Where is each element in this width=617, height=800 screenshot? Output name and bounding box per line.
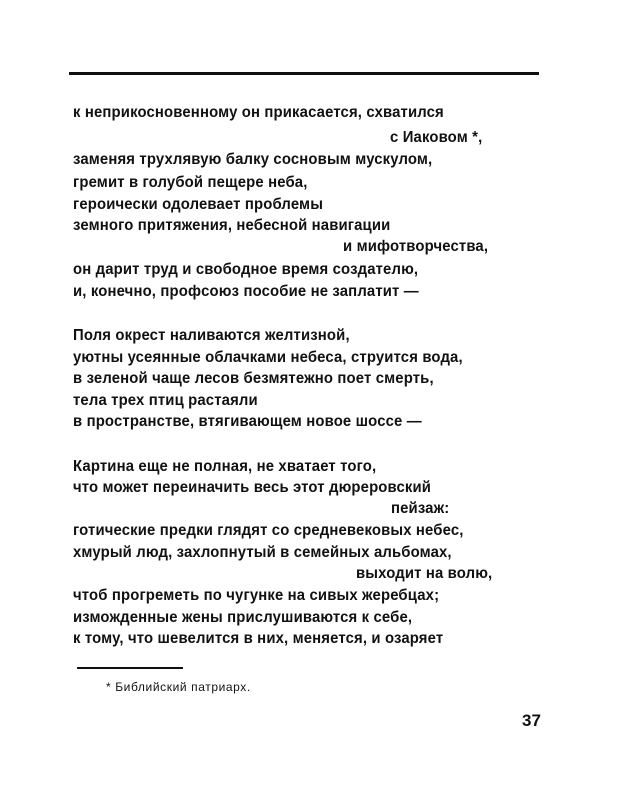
poem-line: чтоб прогреметь по чугунке на сивых жеребцах;	[73, 587, 440, 604]
poem-line: героически одолевает проблемы	[73, 196, 324, 213]
poem-line: Картина еще не полная, не хватает того,	[73, 458, 377, 475]
poem-line: хмурый люд, захлопнутый в семейных альбомах,	[73, 544, 452, 561]
poem-line: и мифотворчества,	[343, 238, 489, 255]
poem-line: заменяя трухлявую балку сосновым мускулом,	[73, 151, 433, 168]
poem-line: к тому, что шевелится в них, меняется, и озаряет	[73, 630, 444, 647]
poem-line: изможденные жены прислушиваются к себе,	[73, 609, 413, 626]
poem-line: с Иаковом *,	[390, 129, 483, 146]
poem-line: Поля окрест наливаются желтизной,	[73, 327, 350, 344]
poem-line: готические предки глядят со средневековых небес,	[73, 522, 464, 539]
page-number: 37	[522, 711, 541, 730]
poem-line: он дарит труд и свободное время создателю,	[73, 261, 419, 278]
poem-line: пейзаж:	[391, 500, 450, 517]
footnote: * Библийский патриарх.	[106, 680, 251, 694]
poem-line: гремит в голубой пещере неба,	[73, 174, 308, 191]
poem-line: что может переиначить весь этот дюреровский	[73, 479, 432, 496]
poem-line: уютны усеянные облачками небеса, струится вода,	[73, 349, 463, 366]
poem-line: земного притяжения, небесной навигации	[73, 217, 391, 234]
poem-line: в зеленой чаще лесов безмятежно поет смерть,	[73, 370, 434, 387]
poem-line: и, конечно, профсоюз пособие не заплатит —	[73, 283, 419, 300]
poem-line: тела трех птиц растаяли	[73, 392, 258, 409]
poem-line: к неприкосновенному он прикасается, схватился	[73, 104, 444, 121]
footnote-rule	[77, 667, 183, 669]
poem-line: выходит на волю,	[356, 565, 493, 582]
poem-line: в пространстве, втягивающем новое шоссе —	[73, 413, 422, 430]
